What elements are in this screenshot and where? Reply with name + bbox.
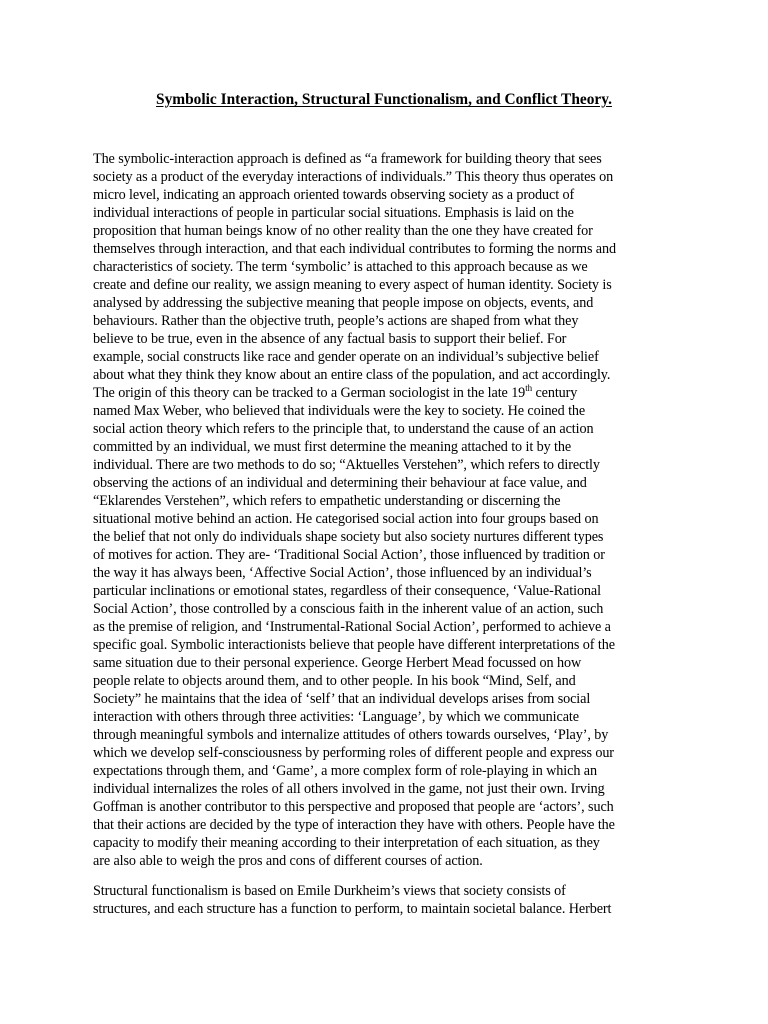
text-line: interaction with others through three activities: ‘Language’, by which we communicate bbox=[93, 709, 579, 725]
text-line: committed by an individual, we must first determine the meaning attached to it by the bbox=[93, 439, 572, 455]
text-line: Society” he maintains that the idea of ‘self’ that an individual develops arises from social bbox=[93, 691, 591, 707]
text-segment: century bbox=[532, 385, 578, 401]
text-line: which we develop self-consciousness by performing roles of different people and express our bbox=[93, 745, 614, 761]
text-line: society as a product of the everyday interactions of individuals.” This theory thus operates on bbox=[93, 169, 614, 185]
text-line: people relate to objects around them, and to other people. In his book “Mind, Self, and bbox=[93, 673, 576, 689]
text-segment: The origin of this theory can be tracked to a German sociologist in the late 19 bbox=[93, 385, 526, 401]
text-line: believe to be true, even in the absence of any factual basis to support their belief. For bbox=[93, 331, 567, 347]
text-line: named Max Weber, who believed that individuals were the key to society. He coined the bbox=[93, 403, 586, 419]
text-line: situational motive behind an action. He categorised social action into four groups based on bbox=[93, 511, 599, 527]
text-line: specific goal. Symbolic interactionists believe that people have different interpretations of the bbox=[93, 637, 615, 653]
text-line: individual interactions of people in particular social situations. Emphasis is laid on the bbox=[93, 205, 574, 221]
text-line: that their actions are decided by the type of interaction they have with others. People have the bbox=[93, 817, 615, 833]
paragraph bbox=[93, 150, 693, 870]
text-line: example, social constructs like race and gender operate on an individual’s subjective belief bbox=[93, 349, 599, 365]
text-line: are also able to weigh the pros and cons of different courses of action. bbox=[93, 853, 483, 869]
paragraph bbox=[93, 882, 693, 918]
text-line: expectations through them, and ‘Game’, a more complex form of role-playing in which an bbox=[93, 763, 597, 779]
text-line: The symbolic-interaction approach is defined as “a framework for building theory that sees bbox=[93, 151, 602, 167]
text-line: proposition that human beings know of no other reality than the one they have created for bbox=[93, 223, 593, 239]
text-line: the belief that not only do individuals shape society but also society nurtures different types bbox=[93, 529, 604, 545]
text-line: about what they think they know about an entire class of the population, and act accordingly. bbox=[93, 367, 611, 383]
superscript: th bbox=[525, 383, 532, 393]
text-line: Goffman is another contributor to this perspective and proposed that people are ‘actors’, such bbox=[93, 799, 614, 815]
text-line: structures, and each structure has a function to perform, to maintain societal balance. Herbert bbox=[93, 901, 612, 917]
text-line: observing the actions of an individual and determining their behaviour at face value, and bbox=[93, 475, 587, 491]
text-line: as the premise of religion, and ‘Instrumental-Rational Social Action’, performed to achieve a bbox=[93, 619, 611, 635]
text-line: the way it has always been, ‘Affective Social Action’, those influenced by an individual’s bbox=[93, 565, 592, 581]
text-line: micro level, indicating an approach oriented towards observing society as a product of bbox=[93, 187, 575, 203]
text-line: through meaningful symbols and internalize attitudes of others towards ourselves, ‘Play’, by bbox=[93, 727, 609, 743]
document-title: Symbolic Interaction, Structural Functionalism, and Conflict Theory. bbox=[156, 91, 612, 108]
text-line: of motives for action. They are- ‘Traditional Social Action’, those influenced by tradition or bbox=[93, 547, 605, 563]
text-line: create and define our reality, we assign meaning to every aspect of human identity. Society is bbox=[93, 277, 612, 293]
text-line: analysed by addressing the subjective meaning that people impose on objects, events, and bbox=[93, 295, 594, 311]
text-line: themselves through interaction, and that each individual contributes to forming the norms and bbox=[93, 241, 616, 257]
text-line: characteristics of society. The term ‘symbolic’ is attached to this approach because as we bbox=[93, 259, 588, 275]
text-line: individual internalizes the roles of all others involved in the game, not just their own. Irving bbox=[93, 781, 605, 797]
text-line: individual. There are two methods to do so; “Aktuelles Verstehen”, which refers to directly bbox=[93, 457, 600, 473]
text-line: Social Action’, those controlled by a conscious faith in the inherent value of an action, such bbox=[93, 601, 604, 617]
text-line: particular inclinations or emotional states, regardless of their consequence, ‘Value-Rational bbox=[93, 583, 601, 599]
text-line: behaviours. Rather than the objective truth, people’s actions are shaped from what they bbox=[93, 313, 579, 329]
text-line: social action theory which refers to the principle that, to understand the cause of an action bbox=[93, 421, 594, 437]
text-line: capacity to modify their meaning according to their interpretation of each situation, as they bbox=[93, 835, 600, 851]
document-body bbox=[93, 150, 693, 930]
text-line: same situation due to their personal experience. George Herbert Mead focussed on how bbox=[93, 655, 582, 671]
text-line bbox=[93, 384, 693, 402]
text-line: “Eklarendes Verstehen”, which refers to empathetic understanding or discerning the bbox=[93, 493, 561, 509]
text-line: Structural functionalism is based on Emile Durkheim’s views that society consists of bbox=[93, 883, 566, 899]
